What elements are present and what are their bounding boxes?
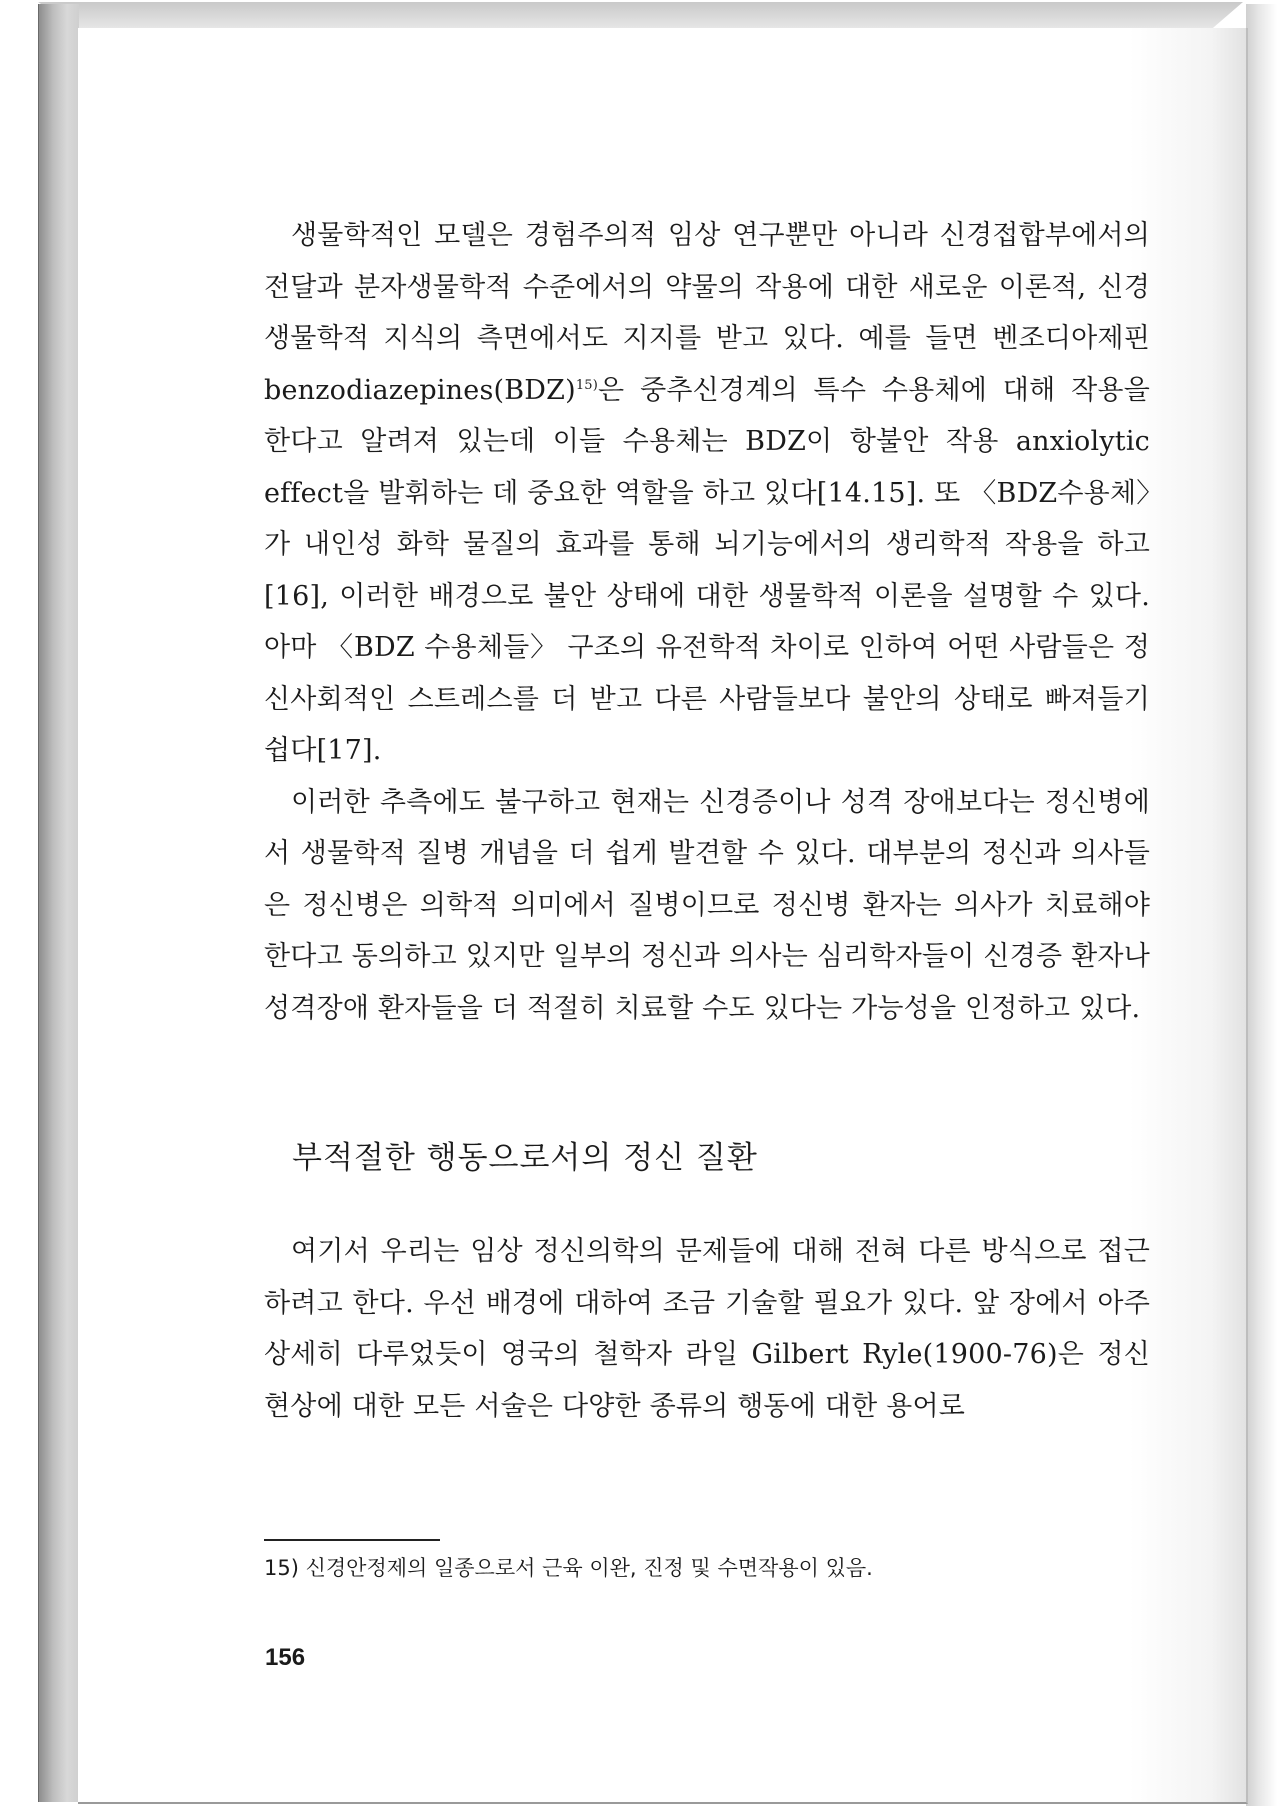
page-number: 156 bbox=[265, 1644, 306, 1671]
book-spine-edge bbox=[38, 4, 79, 1802]
paragraph-text: 은 중추신경계의 특수 수용체에 대해 작용을 한다고 알려져 있는데 이들 수용체는 BDZ이 항불안 작용 anxiolytic effect을 발휘하는 데 중요한 역할을 하고 있다[14.15]. 또 〈BDZ수용체〉가 내인성 화학 물질의 효과를 통해 뇌기능에서의 생리학적 작용을 하고[16], 이러한 배경으로 불안 상태에 대한 생물학적 이론을 설명할 수 있다. 아마 〈BDZ 수용체들〉 구조의 유전학적 차이로 인하여 어떤 사람들은 정신사회적인 스트레스를 더 받고 다른 사람들보다 불안의 상태로 빠져들기 쉽다[17]. bbox=[264, 374, 1150, 766]
page-right-shadow bbox=[1246, 4, 1277, 1806]
book-top-edge bbox=[38, 2, 1243, 28]
paragraph-approach: 여기서 우리는 임상 정신의학의 문제들에 대해 전혀 다른 방식으로 접근하려고 한다. 우선 배경에 대하여 조금 기술할 필요가 있다. 앞 장에서 아주 상세히 다루었듯이 영국의 철학자 라일 Gilbert Ryle(1900-76)은 정신 현상에 대한 모든 서술은 다양한 종류의 행동에 대한 용어로 bbox=[264, 1236, 1150, 1422]
footnote: 15) 신경안정제의 일종으로서 근육 이완, 진정 및 수면작용이 있음. bbox=[264, 1556, 873, 1580]
footnote-divider bbox=[264, 1539, 440, 1541]
footnote-marker: 15) bbox=[575, 377, 599, 393]
page-body bbox=[264, 210, 1150, 1432]
paragraph-biological-model bbox=[264, 210, 1150, 777]
paragraph-speculation: 이러한 추측에도 불구하고 현재는 신경증이나 성격 장애보다는 정신병에서 생물학적 질병 개념을 더 쉽게 발견할 수 있다. 대부분의 정신과 의사들은 정신병은 의학적 의미에서 질병이므로 정신병 환자는 의사가 치료해야 한다고 동의하고 있지만 일부의 정신과 의사는 심리학자들이 신경증 환자나 성격장애 환자들을 더 적절히 치료할 수도 있다는 가능성을 인정하고 있다. bbox=[264, 786, 1150, 1024]
paragraph-text: 생물학적인 모델은 경험주의적 임상 연구뿐만 아니라 신경접합부에서의 전달과 분자생물학적 수준에서의 약물의 작용에 대한 새로운 이론적, 신경생물학적 지식의 측면에서도 지지를 받고 있다. 예를 들면 벤조디아제핀 benzodiazepines(BDZ) bbox=[264, 220, 1150, 406]
section-heading: 부적절한 행동으로서의 정신 질환 bbox=[292, 1140, 758, 1176]
